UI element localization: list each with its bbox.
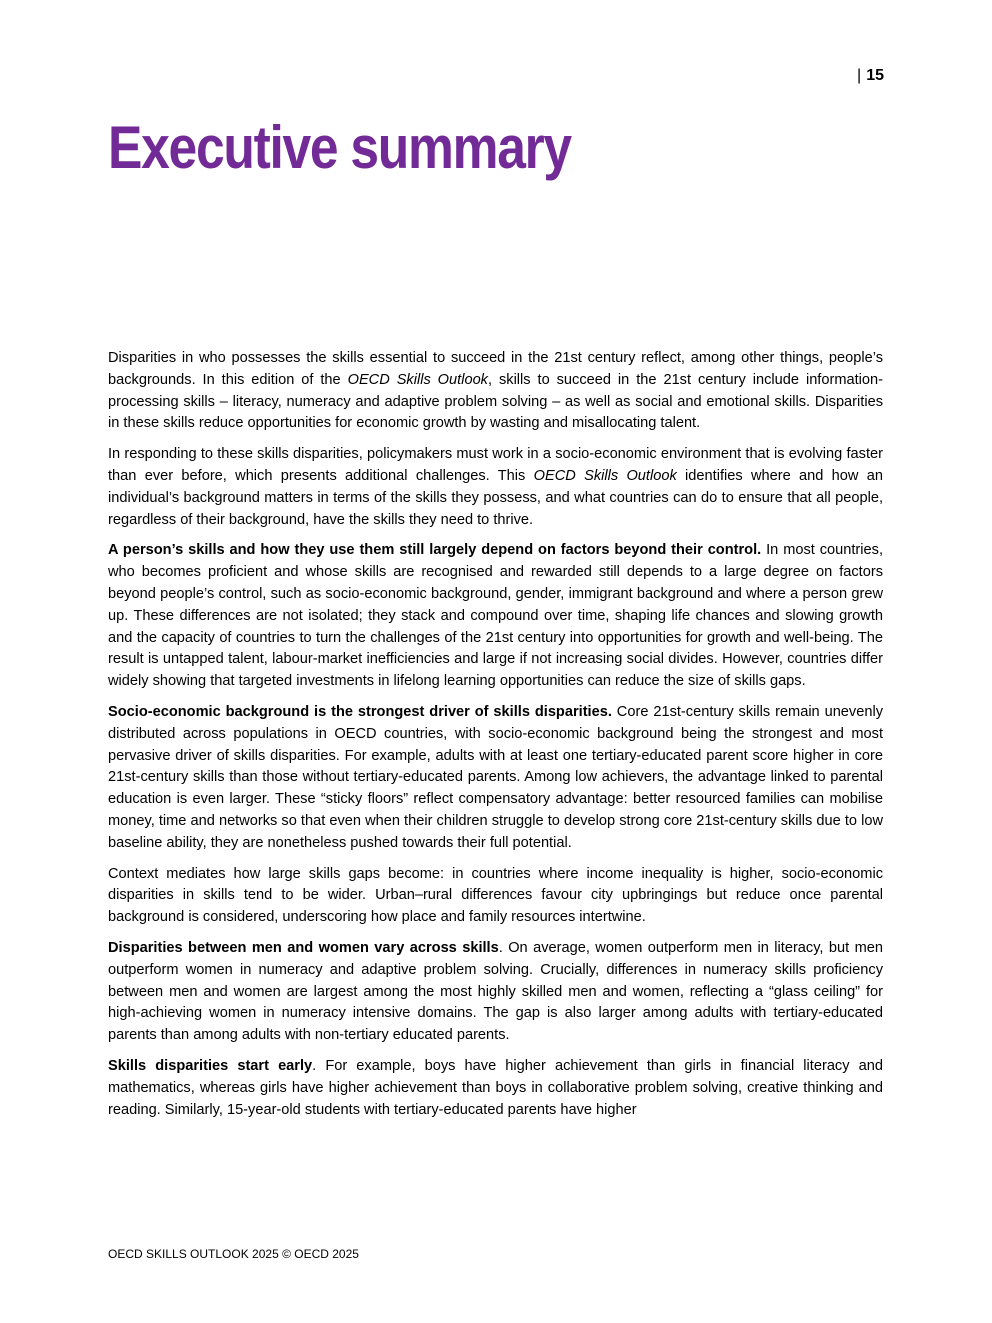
paragraph-heading-bold: Socio-economic background is the strongest driver of skills disparities. bbox=[108, 703, 612, 720]
paragraph-intro-text-2: , skills to succeed in the 21st century include information-processing skills – literacy, numeracy and adaptive problem solving – as well as social and emotional skills. Disparities in these skills reduce opportunities for economic growth by wasting and misallocating talent. bbox=[108, 371, 884, 432]
paragraph-men-women-text: . On average, women outperform men in literacy, but men outperform women in numeracy and adaptive problem solving. Crucially, differences in numeracy skills proficiency between men and women are largest among the most highly skilled men and women, reflecting a “glass ceiling” for high-achieving women in numeracy intensive domains. The gap is also larger among adults with tertiary-educated parents than among adults with non-tertiary educated parents. bbox=[108, 939, 883, 1044]
publication-title-italic: OECD Skills Outlook bbox=[347, 371, 488, 388]
publication-title-italic: OECD Skills Outlook bbox=[533, 467, 677, 484]
paragraph-context-text: Context mediates how large skills gaps become: in countries where income inequality is higher, socio-economic disparities in skills tend to be wider. Urban–rural differences favour city upbringings but reduce once parental background is considered, underscoring how place and family resources intertwine. bbox=[108, 865, 883, 926]
body-text bbox=[108, 348, 883, 1130]
page-number-separator: | bbox=[857, 67, 862, 84]
paragraph-heading-bold: Skills disparities start early bbox=[108, 1057, 313, 1074]
paragraph-men-women bbox=[108, 938, 883, 1047]
paragraph-socio-economic-text: Core 21st-century skills remain unevenly distributed across populations in OECD countries, with socio-economic background being the strongest and most pervasive driver of skills disparities. For example, adults with at least one tertiary-educated parent score higher in core 21st-century skills than those without tertiary-educated parents. Among low achievers, the advantage linked to parental education is even larger. These “sticky floors” reflect compensatory advantage: better resourced families can mobilise money, time and networks so that even when their children struggle to develop strong core 21st-century skills due to low baseline ability, they are nonetheless pushed towards their full potential. bbox=[108, 703, 883, 851]
paragraph-policymakers-text-2: identifies where and how an individual’s background matters in terms of the skills they possess, and what countries can do to ensure that all people, regardless of their background, have the skills they need to thrive. bbox=[108, 467, 883, 528]
page-title: Executive summary bbox=[108, 114, 571, 181]
paragraph-policymakers bbox=[108, 444, 883, 531]
paragraph-socio-economic bbox=[108, 702, 883, 855]
paragraph-intro-text-1: Disparities in who possesses the skills essential to succeed in the 21st century reflect, among other things, people’s backgrounds. In this edition of the bbox=[108, 350, 883, 388]
paragraph-intro bbox=[108, 348, 883, 435]
paragraph-heading-bold: A person’s skills and how they use them still largely depend on factors beyond their control. bbox=[108, 542, 762, 559]
paragraph-start-early bbox=[108, 1056, 883, 1121]
paragraph-heading-bold: Disparities between men and women vary across skills bbox=[108, 939, 499, 956]
paragraph-policymakers-text-1: In responding to these skills disparities, policymakers must work in a socio-economic environment that is evolving faster than ever before, which presents additional challenges. This bbox=[108, 446, 883, 484]
page-number bbox=[857, 66, 884, 86]
page-number-value: 15 bbox=[866, 67, 884, 84]
paragraph-factors-beyond-control-text: In most countries, who becomes proficient and whose skills are recognised and rewarded still depends to a large degree on factors beyond people’s control, such as socio-economic background, gender, immigrant background and where a person grew up. These differences are not isolated; they stack and compound over time, shaping life chances and slowing growth and the capacity of countries to turn the challenges of the 21st century into opportunities for growth and well-being. The result is untapped talent, labour-market inefficiencies and large if not increasing social divides. However, countries differ widely showing that targeted investments in lifelong learning opportunities can reduce the size of skills gaps. bbox=[108, 542, 884, 690]
page-footer: OECD SKILLS OUTLOOK 2025 © OECD 2025 bbox=[108, 1247, 359, 1261]
paragraph-start-early-text: . For example, boys have higher achievement than girls in financial literacy and mathematics, whereas girls have higher achievement than boys in collaborative problem solving, creative thinking and reading. Similarly, 15-year-old students with tertiary-educated parents have higher bbox=[108, 1057, 883, 1118]
paragraph-context bbox=[108, 864, 883, 929]
paragraph-factors-beyond-control bbox=[108, 540, 883, 693]
